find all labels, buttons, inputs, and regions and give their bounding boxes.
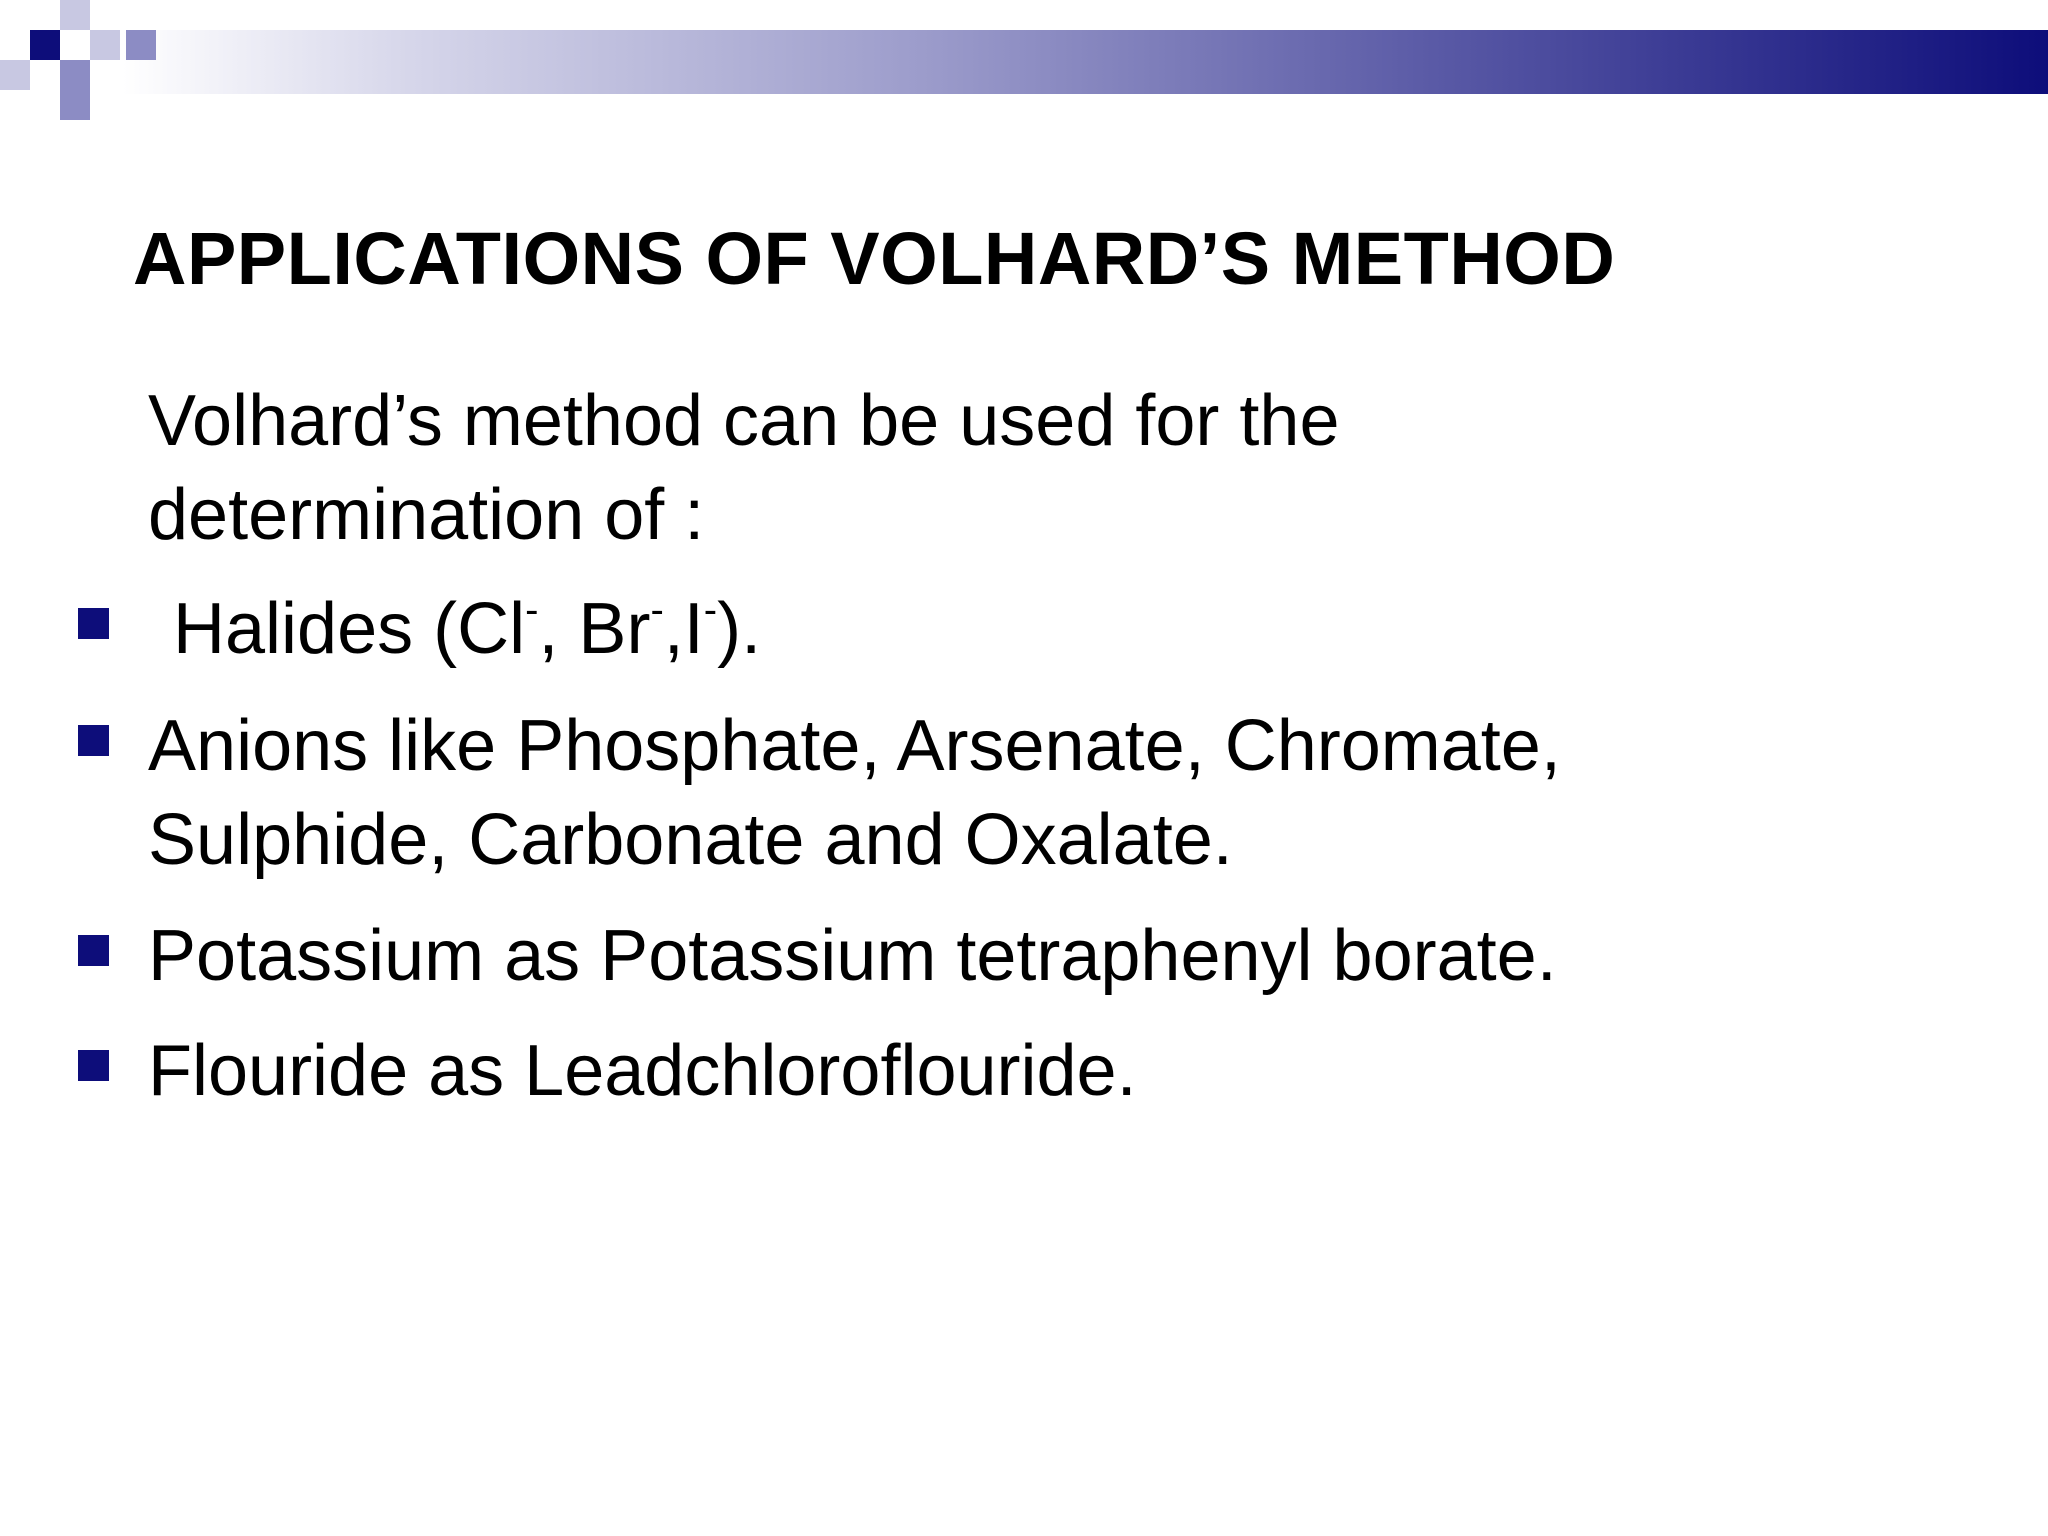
- slide-title: APPLICATIONS OF VOLHARD’S METHOD: [133, 217, 1616, 300]
- bullet-text: Potassium as Potassium tetraphenyl borate.: [148, 916, 1557, 996]
- bullet-text: Flouride as Leadchloroflouride.: [148, 1031, 1137, 1111]
- square-bullet-icon: [78, 935, 109, 966]
- square-bullet-icon: [78, 1050, 109, 1081]
- halides-suffix: ).: [717, 589, 762, 669]
- bromide-separator: , Br: [538, 589, 651, 669]
- square-bullet-icon: [78, 608, 109, 639]
- iodide-charge: -: [703, 588, 718, 632]
- halides-prefix: Halides (Cl: [173, 589, 526, 669]
- iodide-separator: ,I: [663, 589, 704, 669]
- bullet-text: [173, 582, 761, 676]
- bullet-text: [148, 699, 1561, 887]
- intro-line-2: determination of :: [148, 475, 705, 555]
- bullet-text-line-2: Sulphide, Carbonate and Oxalate.: [148, 800, 1233, 880]
- bromide-charge: -: [650, 588, 664, 632]
- bullet-text-line-1: Anions like Phosphate, Arsenate, Chromate,: [148, 706, 1561, 786]
- square-bullet-icon: [78, 725, 109, 756]
- intro-line-1: Volhard’s method can be used for the: [148, 381, 1340, 461]
- chloride-charge: -: [525, 588, 539, 632]
